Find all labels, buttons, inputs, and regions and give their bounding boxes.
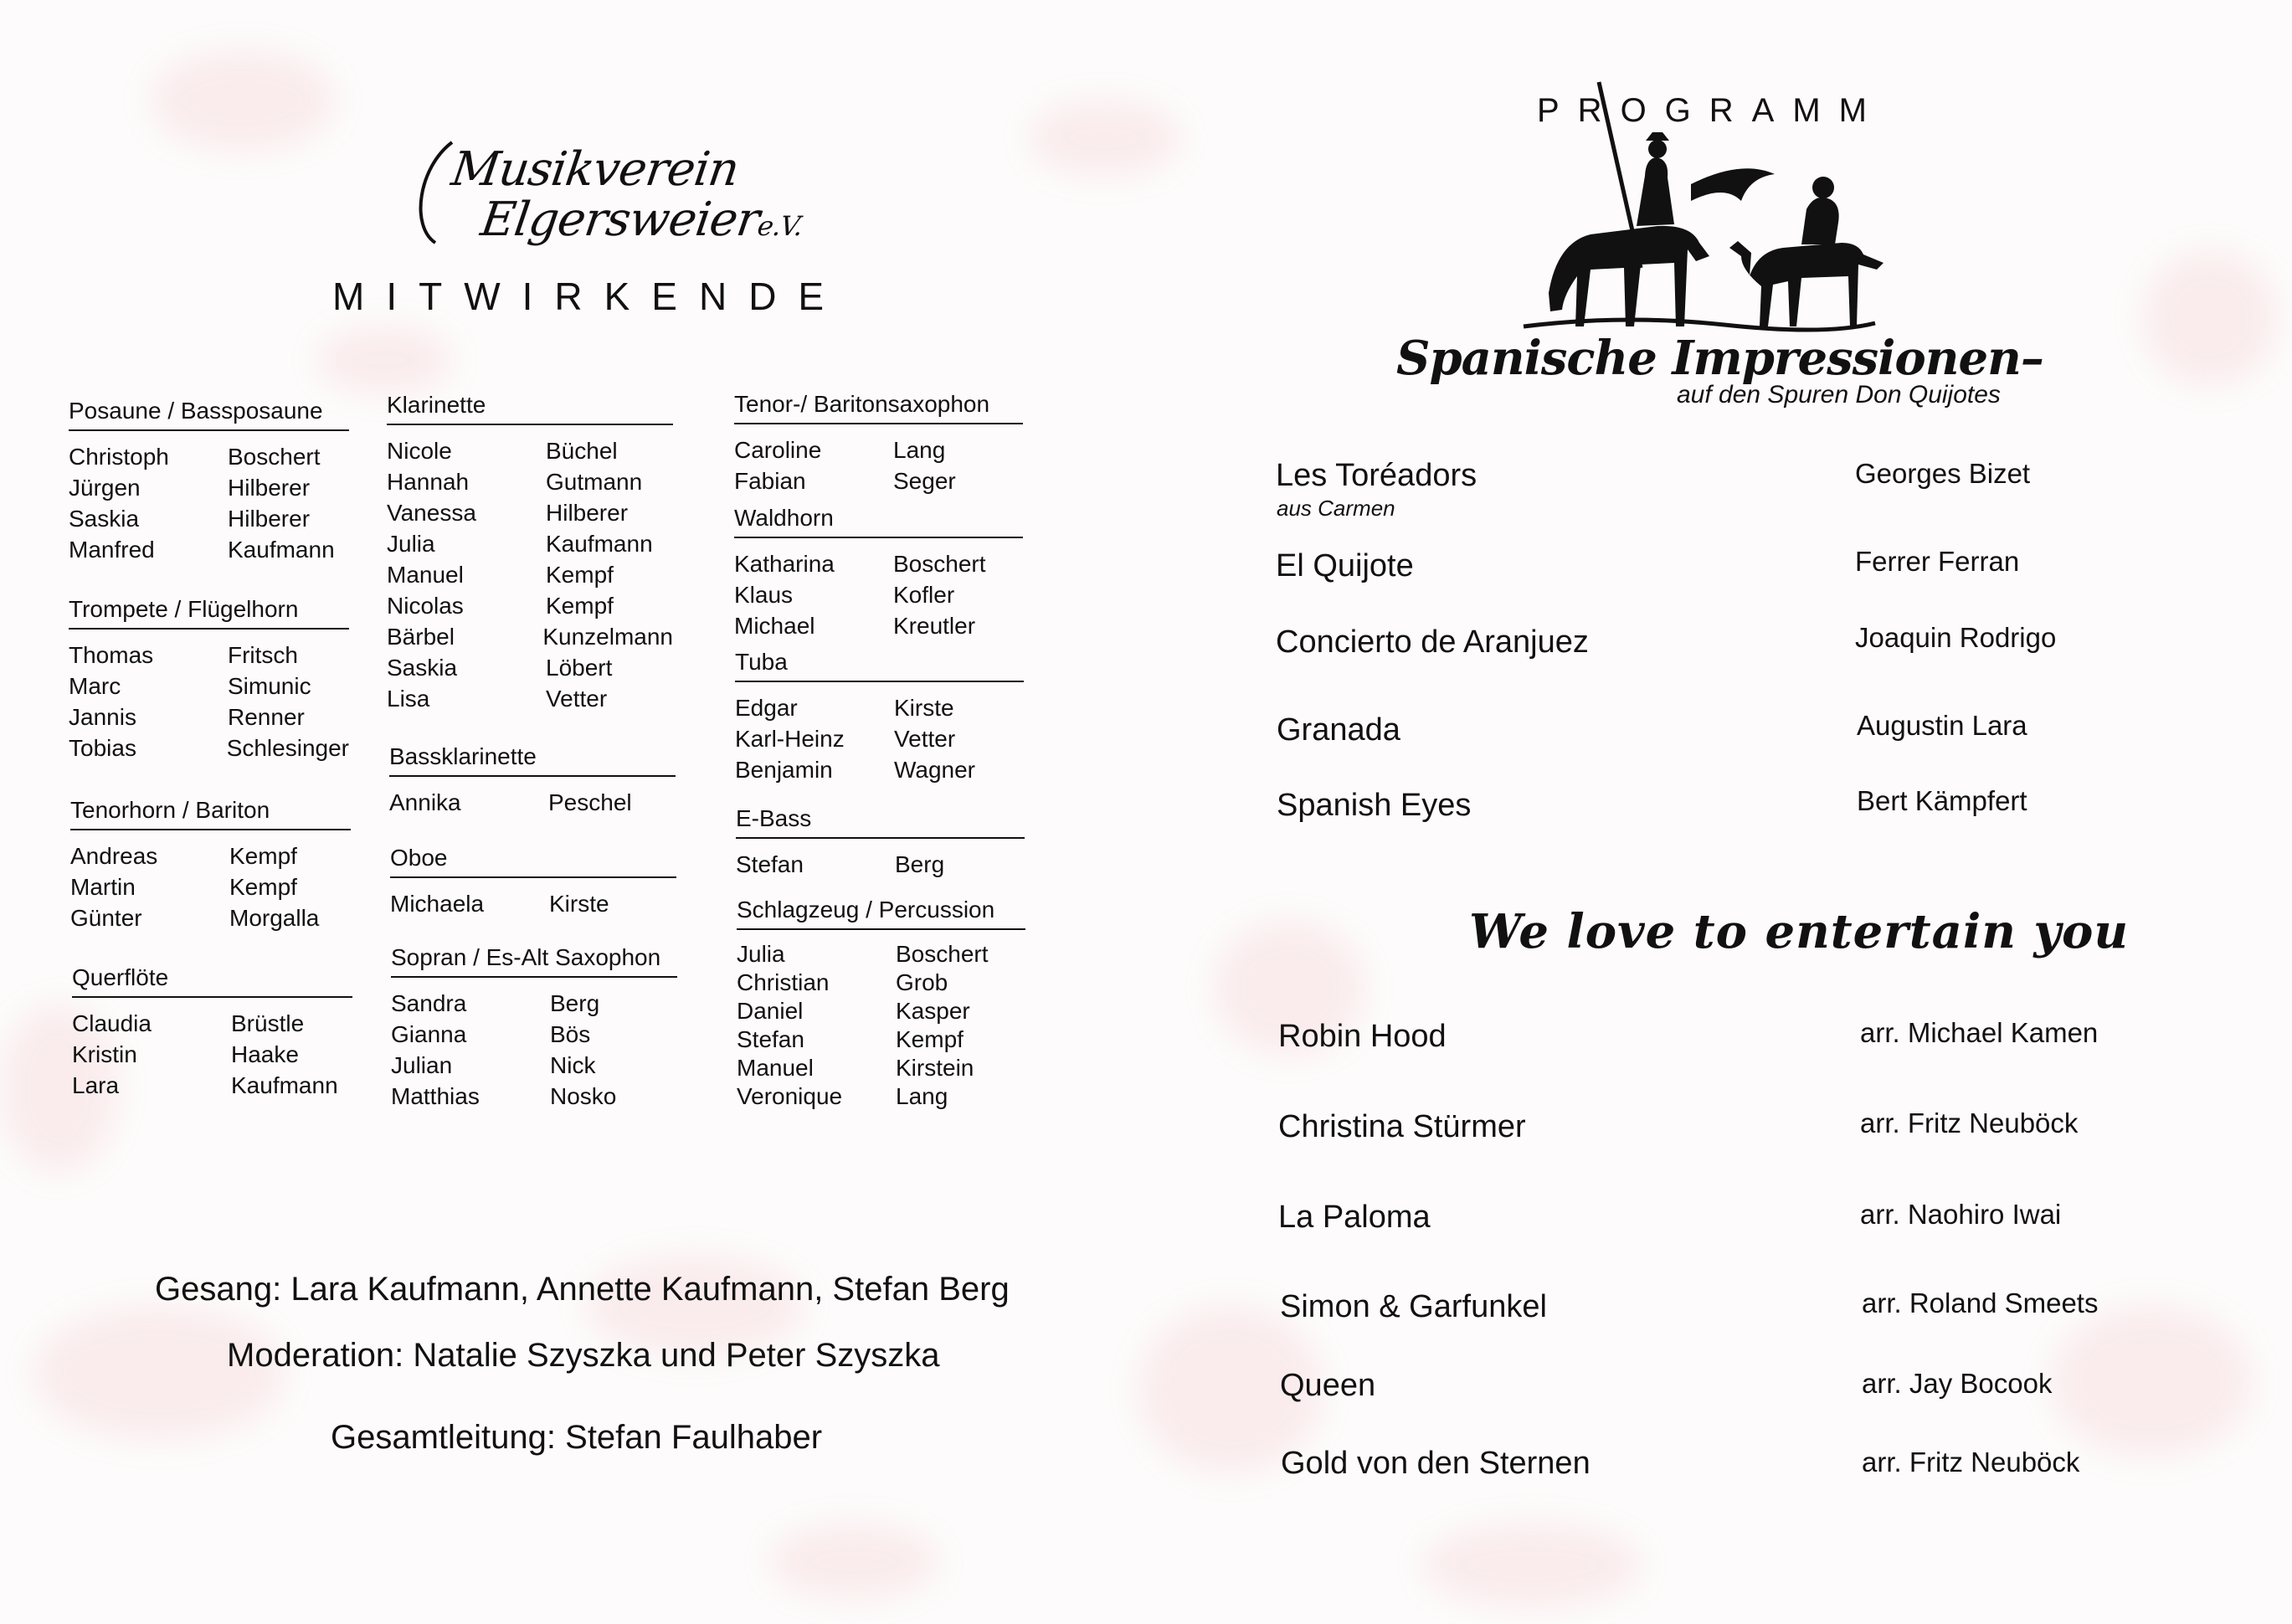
member-row: Hannah Gutmann [387, 469, 643, 495]
piece-title: Simon & Garfunkel [1280, 1289, 1547, 1324]
piece-composer: Bert Kämpfert [1857, 785, 2027, 816]
member-row: Saskia Löbert [387, 655, 613, 681]
section-ebass [736, 805, 1025, 880]
member-row: Manuel Kirstein [737, 1055, 974, 1081]
member-row: Edgar Kirste [735, 695, 954, 721]
piece-composer: Joaquin Rodrigo [1855, 622, 2057, 653]
member-row: Klaus Kofler [734, 582, 955, 608]
member-row: Jannis Renner [69, 704, 305, 730]
section-title: E-Bass [736, 805, 1025, 839]
member-row: Caroline Lang [734, 437, 946, 463]
piece-composer: arr. Fritz Neuböck [1860, 1108, 2079, 1138]
section-bassklarinette [389, 743, 676, 818]
section-title: Sopran / Es-Alt Saxophon [391, 944, 677, 978]
member-row: Gianna Bös [391, 1021, 591, 1047]
piece-note: aus Carmen [1277, 496, 1395, 521]
section-title: Querflöte [72, 964, 352, 998]
member-row: Veronique Lang [737, 1083, 948, 1109]
credit-gesamtleitung: Gesamtleitung: Stefan Faulhaber [331, 1419, 823, 1456]
member-row: Lisa Vetter [387, 686, 608, 712]
member-row: Günter Morgalla [70, 905, 320, 931]
member-row: Manuel Kempf [387, 562, 614, 588]
piece-composer: Georges Bizet [1855, 458, 2031, 489]
mitwirkende-heading: MITWIRKENDE [332, 275, 846, 318]
section-title: Oboe [390, 845, 676, 878]
section-title: Waldhorn [734, 505, 1023, 538]
section-title: Schlagzeug / Percussion [737, 897, 1025, 930]
section-title: Tenorhorn / Bariton [70, 797, 351, 830]
section-schlagzeug [737, 897, 1025, 1111]
piece-title: Granada [1277, 712, 1400, 748]
piece-title: Concierto de Aranjuez [1276, 624, 1589, 660]
section-tuba [735, 649, 1024, 785]
member-row: Bärbel Kunzelmann [387, 624, 673, 650]
member-row: Michael Kreutler [734, 613, 976, 639]
section-title: Tuba [735, 649, 1024, 682]
piece-title: El Quijote [1276, 548, 1414, 583]
section-saxophon-tenor [734, 391, 1023, 496]
member-row: Michaela Kirste [390, 891, 609, 917]
member-row: Thomas Fritsch [69, 642, 298, 668]
member-row: Christoph Boschert [69, 444, 321, 470]
member-row: Christian Grob [737, 969, 948, 995]
piece-title: Robin Hood [1278, 1019, 1447, 1054]
section-title: Bassklarinette [389, 743, 676, 777]
section-title: Posaune / Bassposaune [69, 398, 349, 431]
member-row: Jürgen Hilberer [69, 475, 311, 501]
credit-gesang: Gesang: Lara Kaufmann, Annette Kaufmann, Stefan Berg [155, 1271, 1010, 1308]
piece-title: Gold von den Sternen [1281, 1446, 1591, 1481]
member-row: Daniel Kasper [737, 998, 970, 1024]
logo-line2: Elgersweiere.V. [477, 193, 804, 247]
section-title: Trompete / Flügelhorn [69, 596, 349, 630]
piece-composer: arr. Roland Smeets [1862, 1287, 2099, 1318]
piece-title: Les Toréadors [1276, 458, 1477, 493]
piece-title: Christina Stürmer [1278, 1109, 1526, 1144]
logo-suffix: e.V. [755, 210, 804, 242]
section-saxophon-sopran [391, 944, 677, 1112]
section-title: Klarinette [387, 392, 673, 425]
member-row: Saskia Hilberer [69, 506, 311, 532]
member-row: Matthias Nosko [391, 1083, 617, 1109]
piece-composer: arr. Jay Bocook [1862, 1368, 2053, 1399]
member-row: Karl-Heinz Vetter [735, 726, 956, 752]
member-row: Manfred Kaufmann [69, 537, 335, 563]
member-row: Julia Kaufmann [387, 531, 653, 557]
piece-composer: arr. Naohiro Iwai [1860, 1199, 2062, 1230]
piece-title: Spanish Eyes [1277, 788, 1472, 823]
member-row: Tobias Schlesinger [69, 735, 349, 761]
section-title: Tenor-/ Baritonsaxophon [734, 391, 1023, 424]
musikverein-logo [402, 126, 804, 268]
don-quixote-illustration-icon [1490, 75, 1892, 352]
piece-title: Queen [1280, 1368, 1376, 1403]
motto-heading: We love to entertain you [1469, 904, 2130, 959]
member-row: Julian Nick [391, 1052, 596, 1078]
member-row: Annika Peschel [389, 789, 632, 815]
section-trompete [69, 596, 349, 763]
member-row: Lara Kaufmann [72, 1072, 338, 1098]
section-oboe [390, 845, 676, 919]
piece-composer: arr. Fritz Neuböck [1862, 1447, 2080, 1478]
piece-composer: Augustin Lara [1857, 710, 2027, 741]
member-row: Fabian Seger [734, 468, 956, 494]
member-row: Marc Simunic [69, 673, 311, 699]
program-title: Spanische Impressionen– [1396, 331, 2043, 386]
section-posaune [69, 398, 349, 565]
member-row: Vanessa Hilberer [387, 500, 629, 526]
member-row: Julia Boschert [737, 941, 989, 967]
member-row: Benjamin Wagner [735, 757, 976, 783]
member-row: Martin Kempf [70, 874, 297, 900]
member-row: Sandra Berg [391, 990, 600, 1016]
piece-composer: arr. Michael Kamen [1860, 1017, 2099, 1048]
piece-composer: Ferrer Ferran [1855, 546, 2020, 577]
member-row: Kristin Haake [72, 1041, 299, 1067]
member-row: Claudia Brüstle [72, 1010, 305, 1036]
credit-moderation: Moderation: Natalie Szyszka und Peter Szyszka [227, 1337, 940, 1374]
program-subtitle: auf den Spuren Don Quijotes [1677, 381, 2001, 409]
section-klarinette [387, 392, 673, 714]
member-row: Stefan Kempf [737, 1026, 964, 1052]
member-row: Andreas Kempf [70, 843, 297, 869]
programm-heading: PROGRAMM [1537, 92, 1885, 129]
member-row: Stefan Berg [736, 851, 945, 877]
piece-title: La Paloma [1278, 1200, 1431, 1235]
section-waldhorn [734, 505, 1023, 641]
logo-line1: Musikverein [448, 142, 743, 197]
section-querfloete [72, 964, 352, 1101]
member-row: Katharina Boschert [734, 551, 986, 577]
member-row: Nicolas Kempf [387, 593, 614, 619]
section-tenorhorn [70, 797, 351, 933]
member-row: Nicole Büchel [387, 438, 618, 464]
